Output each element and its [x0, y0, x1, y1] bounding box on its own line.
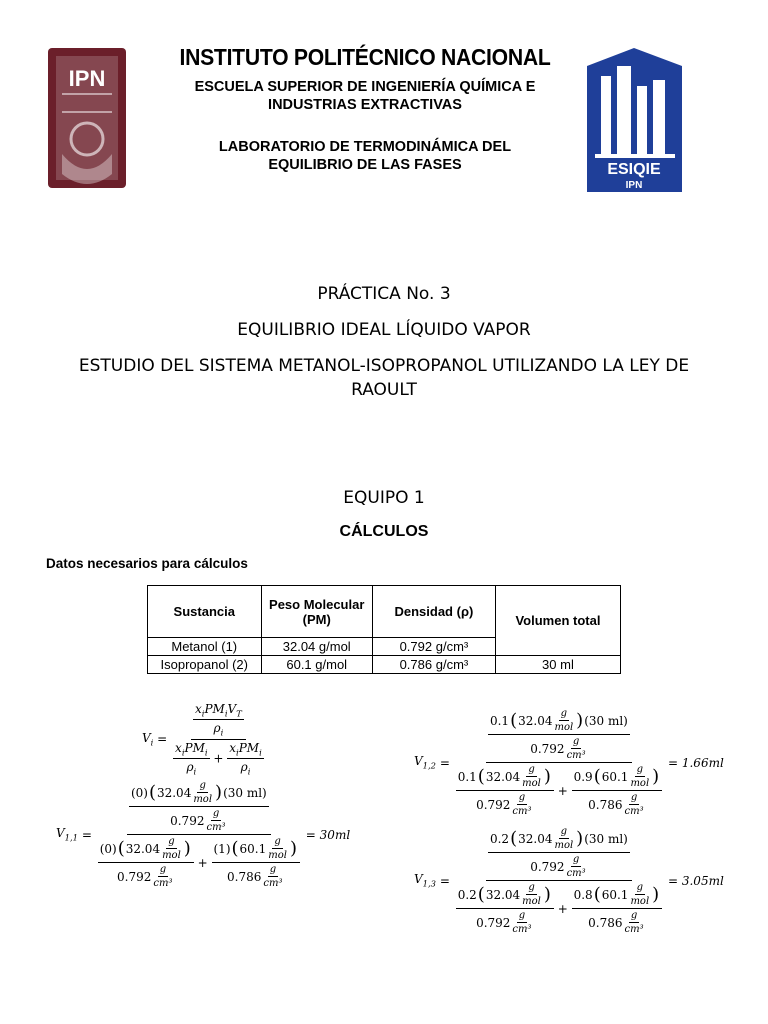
practice-number: PRÁCTICA No. 3	[317, 284, 451, 304]
ipn-logo	[42, 44, 132, 192]
study-title-line1: ESTUDIO DEL SISTEMA METANOL-ISOPROPANOL UTILIZANDO LA LEY DE	[78, 356, 690, 376]
svg-text:ESIQIE: ESIQIE	[607, 161, 661, 178]
header-density: Densidad (ρ)	[372, 586, 495, 638]
v12-result: 1.66ml	[681, 755, 724, 770]
v11-result: 30ml	[319, 827, 351, 842]
formula-v13: $V_{1,3}$ = 0.2 ( 32.04 $\frac{g}{\text{mol}}$ ) (30 ml) 0.792 $\frac{g}{\text{cm³}}$ 0.2 ( 32.04 $\frac{g}{\text{mol}}$ ) 0.792 $\frac{g}{\text{cm³}}$ + 0.8 ( 60.1 $\frac{g}{\text{mol}}$ ) 0.786 $\frac{g}{\text{cm³}}$ = 3.05ml	[414, 826, 724, 935]
formula-v12: $V_{1,2}$ = 0.1 ( 32.04 $\frac{g}{\text{mol}}$ ) (30 ml) 0.792 $\frac{g}{\text{cm³}}$ 0.1 ( 32.04 $\frac{g}{\text{mol}}$ ) 0.792 $\frac{g}{\text{cm³}}$ + 0.9 ( 60.1 $\frac{g}{\text{mol}}$ ) 0.786 $\frac{g}{\text{cm³}}$ = 1.66ml	[414, 708, 724, 817]
ipn-logo-icon	[42, 44, 132, 192]
cell-methanol-pm: 32.04 g/mol	[261, 638, 372, 656]
cell-methanol-name: Metanol (1)	[148, 638, 262, 656]
cell-isopropanol-density: 0.786 g/cm³	[372, 656, 495, 674]
school-name-line2: INDUSTRIAS EXTRACTIVAS	[268, 97, 462, 113]
header-substance: Sustancia	[148, 586, 262, 638]
esiqie-logo-icon	[583, 46, 686, 194]
cell-total-volume: 30 ml	[495, 656, 620, 674]
header-molecular-weight: Peso Molecular (PM)	[261, 586, 372, 638]
school-name-line1: ESCUELA SUPERIOR DE INGENIERÍA QUÍMICA E	[194, 79, 536, 95]
calculations-heading: CÁLCULOS	[339, 523, 429, 540]
study-title-line2: RAOULT	[351, 380, 417, 400]
svg-text:IPN: IPN	[68, 66, 106, 91]
svg-text:IPN: IPN	[625, 180, 643, 191]
esiqie-logo	[583, 46, 686, 194]
cell-methanol-density: 0.792 g/cm³	[372, 638, 495, 656]
cell-isopropanol-pm: 60.1 g/mol	[261, 656, 372, 674]
institution-name: INSTITUTO POLITÉCNICO NACIONAL	[179, 44, 551, 70]
lab-name-line2: EQUILIBRIO DE LAS FASES	[268, 157, 462, 173]
formula-v11: $V_{1,1}$ = (0) ( 32.04 $\frac{g}{\text{mol}}$ ) (30 ml) 0.792 $\frac{g}{\text{cm³}}$ (0) ( 32.04 $\frac{g}{\text{mol}}$ ) 0.792 $\frac{g}{\text{cm³}}$ + (1) ( 60.1 $\frac{g}{\text{mol}}$ ) 0.786 $\frac{g}{\text{cm³}}$ = 30ml	[56, 780, 351, 889]
header-total-volume: Volumen total	[495, 586, 620, 656]
practice-title: EQUILIBRIO IDEAL LÍQUIDO VAPOR	[237, 320, 531, 340]
formula-general: $V_i$ = $\frac{x_iPM_iV_T}{\rho_i}$ $\frac{x_iPM_i}{\rho_i}$ + $\frac{x_iPM_i}{\rho_i}$	[142, 702, 262, 777]
v13-result: 3.05ml	[681, 873, 724, 888]
data-table	[147, 585, 621, 674]
team-label: EQUIPO 1	[343, 488, 425, 508]
cell-isopropanol-name: Isopropanol (2)	[148, 656, 262, 674]
data-heading: Datos necesarios para cálculos	[46, 556, 248, 571]
lab-name-line1: LABORATORIO DE TERMODINÁMICA DEL	[218, 139, 512, 155]
